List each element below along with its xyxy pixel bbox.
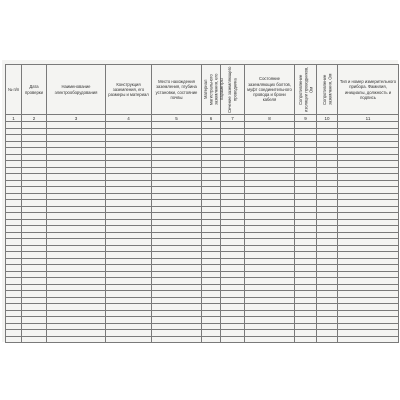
column-number: 5: [152, 115, 202, 122]
empty-entry-row: [6, 336, 399, 343]
column-number: 6: [202, 115, 221, 122]
empty-entry-cell: [245, 336, 295, 343]
inspection-log-table: [5, 64, 399, 343]
column-number: 8: [245, 115, 295, 122]
column-number: 2: [22, 115, 47, 122]
header-label: Сечение заземляющего проводника: [227, 66, 238, 113]
empty-entry-cell: [317, 336, 338, 343]
empty-entry-cell: [47, 336, 106, 343]
header-label: Наименование электрооборудования: [54, 84, 98, 95]
empty-entry-cell: [295, 336, 317, 343]
header-label: Конструкция заземления, его размеры и материал: [108, 81, 149, 98]
empty-entry-cell: [22, 336, 47, 343]
header-cell-number: [6, 65, 22, 115]
header-cell-date: [22, 65, 47, 115]
column-number: 1: [6, 115, 22, 122]
header-label: Дата проверки: [25, 84, 43, 95]
header-cell-grounding-resistance: [317, 65, 338, 115]
header-row: [6, 65, 399, 115]
empty-entry-cell: [202, 336, 221, 343]
column-number: 7: [221, 115, 245, 122]
header-cell-construction: [106, 65, 152, 115]
header-cell-material: [202, 65, 224, 115]
header-cell-instrument-signature: [338, 65, 399, 115]
empty-entry-cell: [106, 336, 152, 343]
column-number: 11: [338, 115, 399, 122]
header-label: Сопротивление заземления, Ом: [321, 73, 332, 106]
header-label: Состояние заземляющих болтов, муфт соединительного провода и брони кабеля: [247, 76, 292, 103]
header-label: Материал магистрального заземления, его параметры: [203, 73, 224, 106]
header-cell-insulation-resistance: [295, 65, 317, 115]
header-label: Место нахождения заземления, глубина установки, состояние почвы: [155, 79, 198, 100]
header-label: Тип и номер измерительного прибора. Фамилия, инициалы, должность и подпись: [339, 79, 397, 100]
header-cell-location: [152, 65, 202, 115]
empty-entry-cell: [221, 336, 245, 343]
header-cell-equipment: [47, 65, 106, 115]
empty-entry-rows: [6, 122, 399, 343]
form-sheet: [2, 60, 398, 342]
column-number-row: [6, 115, 399, 122]
empty-entry-cell: [152, 336, 202, 343]
header-label: № п/п: [7, 86, 20, 92]
column-number: 3: [47, 115, 106, 122]
header-label: Сопротивление изоляции проводников, Ом: [297, 66, 314, 113]
empty-entry-cell: [338, 336, 399, 343]
column-number: 4: [106, 115, 152, 122]
header-cell-bolt-condition: [245, 65, 295, 115]
column-number: 9: [295, 115, 317, 122]
empty-entry-cell: [6, 336, 22, 343]
column-number: 10: [317, 115, 338, 122]
